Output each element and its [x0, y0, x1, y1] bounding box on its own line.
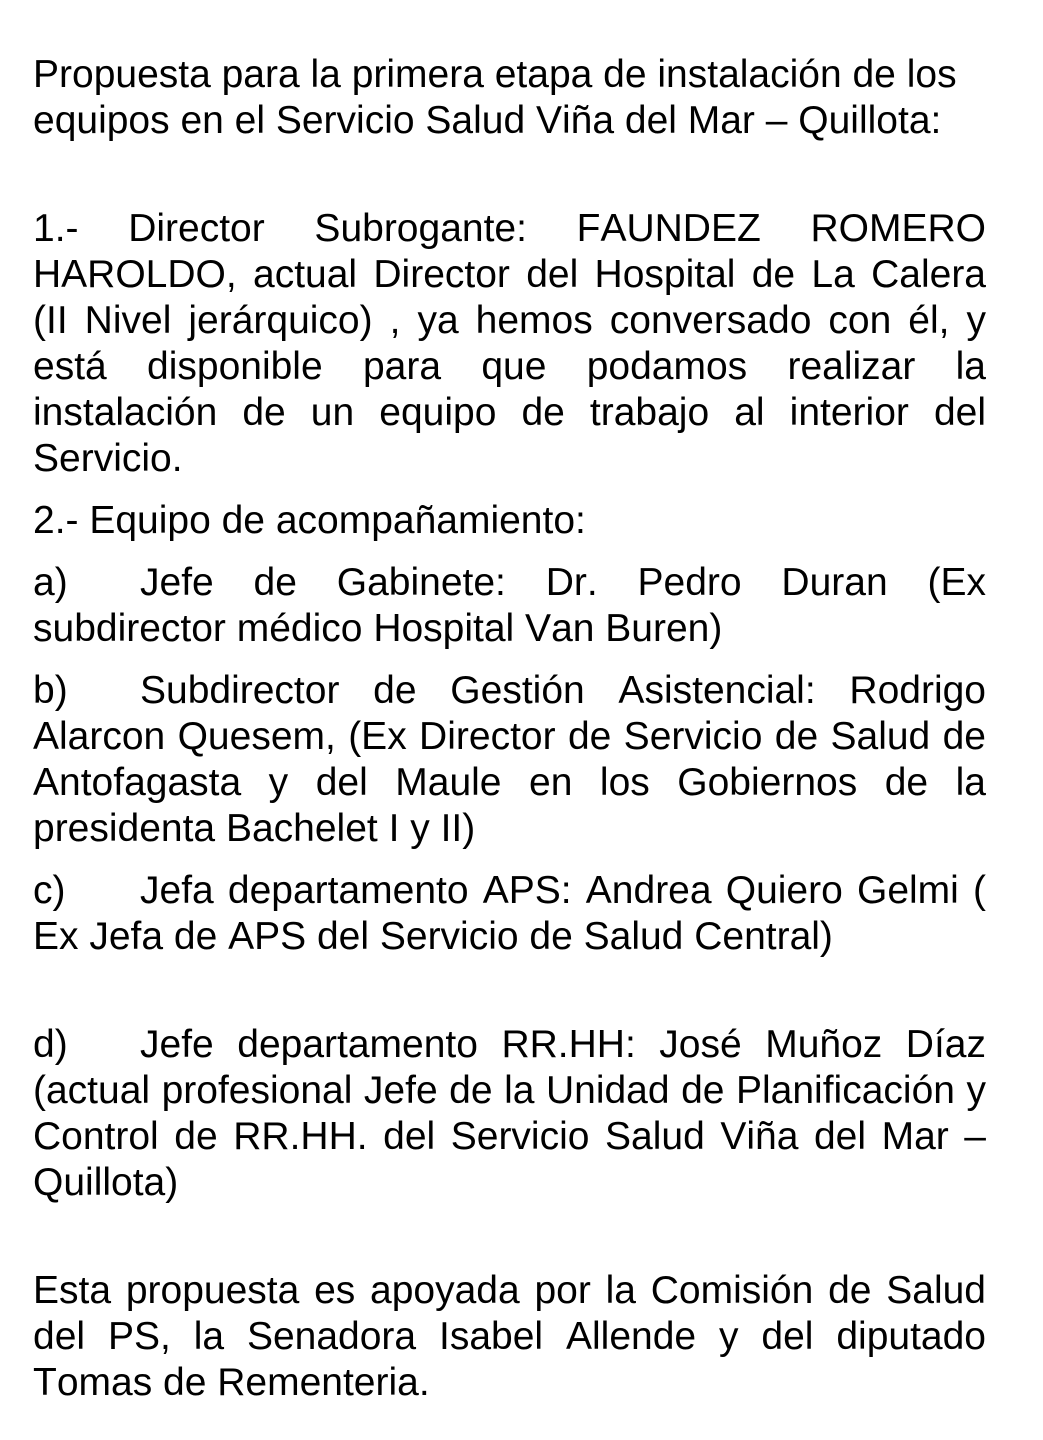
paragraph-closing: Esta propuesta es apoyada por la Comisión de Salud del PS, la Senadora Isabel Allende y del diputado Tomas de Rementeria. [33, 1269, 986, 1404]
list-item-d-text: Jefe departamento RR.HH: José Muñoz Díaz (actual profesional Jefe de la Unidad de Planificación y Control de RR.HH. del Servicio Salud Viña del Mar – Quillota) [33, 1023, 986, 1204]
list-item-d-label: d) [33, 1023, 68, 1066]
list-item-a [33, 560, 986, 652]
list-item-c-text: Jefa departamento APS: Andrea Quiero Gelmi ( Ex Jefa de APS del Servicio de Salud Central) [33, 869, 986, 958]
paragraph-equipo-heading: 2.- Equipo de acompañamiento: [33, 499, 586, 542]
list-item-a-label: a) [33, 561, 68, 604]
list-item-a-text: Jefe de Gabinete: Dr. Pedro Duran (Ex subdirector médico Hospital Van Buren) [33, 561, 986, 650]
list-item-b-label: b) [33, 669, 68, 712]
paragraph-director-subrogante: 1.- Director Subrogante: FAUNDEZ ROMERO HAROLDO, actual Director del Hospital de La Calera (II Nivel jerárquico) , ya hemos conversado con él, y está disponible para que podamos realizar la instalación de un equipo de trabajo al interior del Servicio. [33, 207, 986, 480]
blank-line [33, 976, 986, 1022]
document-title: Propuesta para la primera etapa de instalación de los equipos en el Servicio Salud Viña del Mar – Quillota: [33, 53, 957, 142]
list-item-c [33, 868, 986, 960]
blank-line [33, 160, 986, 206]
blank-line [33, 1222, 986, 1268]
list-item-b-text: Subdirector de Gestión Asistencial: Rodrigo Alarcon Quesem, (Ex Director de Servicio de Salud de Antofagasta y del Maule en los Gobiernos de la presidenta Bachelet I y II) [33, 669, 986, 850]
list-item-d [33, 1022, 986, 1206]
list-item-c-label: c) [33, 869, 66, 912]
list-item-b [33, 668, 986, 852]
